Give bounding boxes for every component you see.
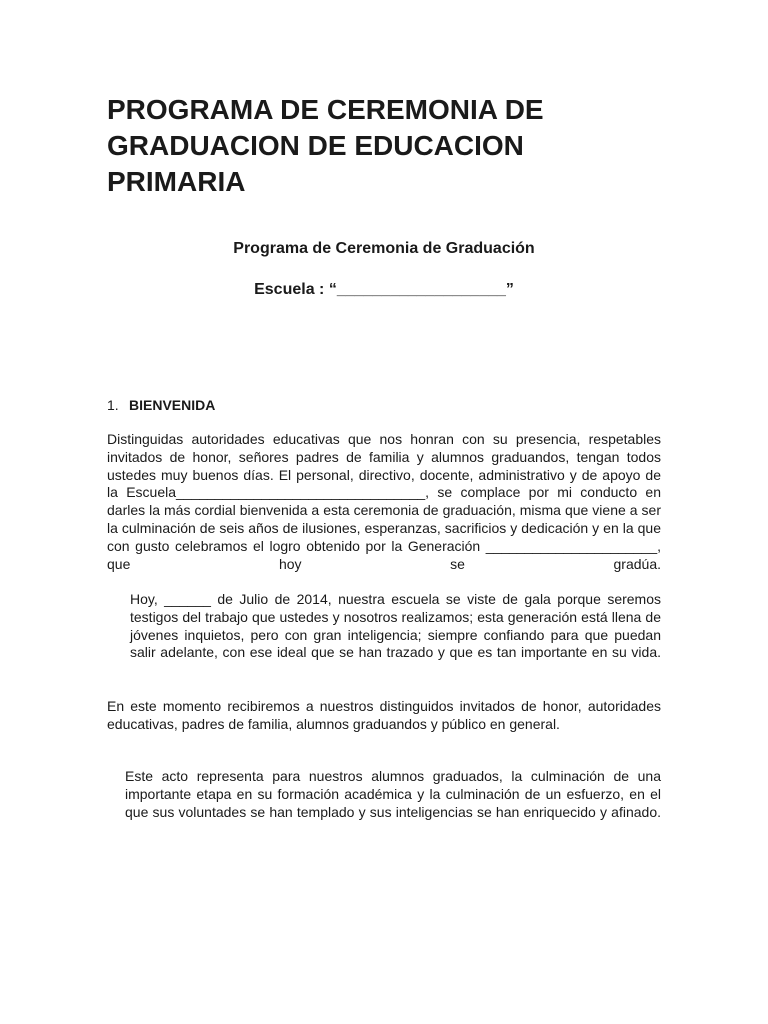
paragraph-act: Este acto representa para nuestros alumnos graduados, la culminación de una importante etapa en su formación académica y la culminación de un esfuerzo, en el que sus voluntades se han templado y sus inteligencias se han enriquecido y afinado. (125, 768, 661, 820)
paragraph-welcome: Distinguidas autoridades educativas que nos honran con su presencia, respetables invitados de honor, señores padres de familia y alumnos graduandos, tengan todos ustedes muy buenos días. El personal, directivo, docente, administrativo y de apoyo de la Escuela________________________________, se complace por mi conducto en darles la más cordial bienvenida a esta ceremonia de graduación, misma que viene a ser la culminación de seis años de ilusiones, esperanzas, sacrificios y dedicación y en la que con gusto celebramos el logro obtenido por la Generación ______________________, que hoy se gradúa. (107, 431, 661, 572)
paragraph-guests: En este momento recibiremos a nuestros distinguidos invitados de honor, autoridades educativas, padres de familia, alumnos graduandos y público en general. (107, 698, 661, 732)
document-title: PROGRAMA DE CEREMONIA DE GRADUACION DE EDUCACION PRIMARIA (107, 94, 544, 197)
section-number: 1. (107, 397, 119, 413)
school-line: Escuela : “___________________” (254, 281, 514, 298)
paragraph-today: Hoy, ______ de Julio de 2014, nuestra escuela se viste de gala porque seremos testigos del trabajo que ustedes y nosotros realizamos; esta generación está llena de jóvenes inquietos, pero con gran inteligencia; siempre confiando para que puedan salir adelante, con ese ideal que se han trazado y que es tan importante en su vida. (130, 591, 661, 661)
program-subtitle: Programa de Ceremonia de Graduación (233, 240, 535, 257)
section-heading-bienvenida (107, 396, 215, 414)
section-label: BIENVENIDA (129, 397, 216, 413)
